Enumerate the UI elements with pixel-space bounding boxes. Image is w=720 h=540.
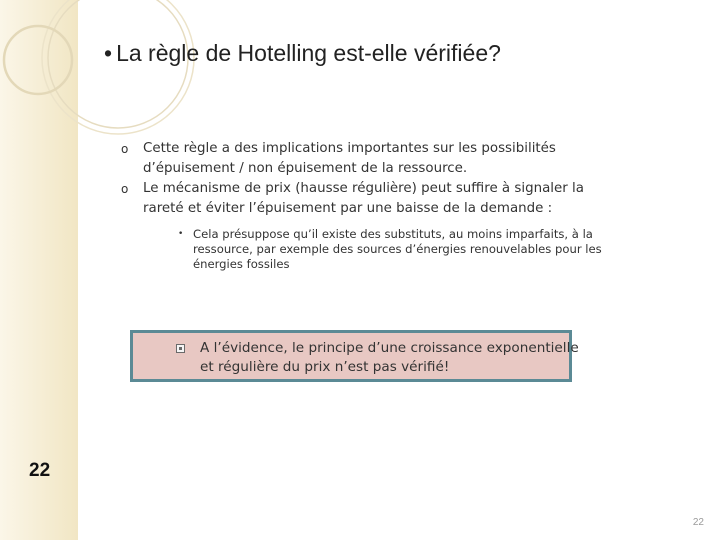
slide-number-small: 22 <box>692 517 704 528</box>
bullet-marker: o <box>121 142 129 156</box>
slide-number-large: 22 <box>29 460 51 481</box>
sub-bullet-item <box>178 227 623 272</box>
decorative-circle-outer <box>42 0 194 134</box>
callout-text: A l’évidence, le principe d’une croissance exponentielle et régulière du prix n’est pas vérifié! <box>200 340 579 375</box>
square-bullet-icon <box>176 344 185 353</box>
bullet-text: Le mécanisme de prix (hausse régulière) peut suffire à signaler la rareté et éviter l’épuisement par une baisse de la demande : <box>143 181 584 216</box>
title-bullet: • <box>104 40 113 66</box>
bullet-item <box>121 139 621 179</box>
slide-title-text: La règle de Hotelling est-elle vérifiée? <box>116 40 501 66</box>
bullet-item <box>121 179 621 219</box>
conclusion-callout <box>130 330 579 382</box>
sub-bullet-text: Cela présuppose qu’il existe des substituts, au moins imparfaits, à la ressource, par exemple des sources d’énergies renouvelables pour les énergies fossiles <box>193 227 602 271</box>
decorative-circle-small <box>4 26 72 94</box>
slide-title <box>104 40 704 67</box>
slide-body <box>121 139 621 272</box>
bullet-marker: o <box>121 182 129 196</box>
sub-bullet-marker: • <box>178 229 184 239</box>
bullet-text: Cette règle a des implications importantes sur les possibilités d’épuisement / non épuisement de la ressource. <box>143 141 556 176</box>
